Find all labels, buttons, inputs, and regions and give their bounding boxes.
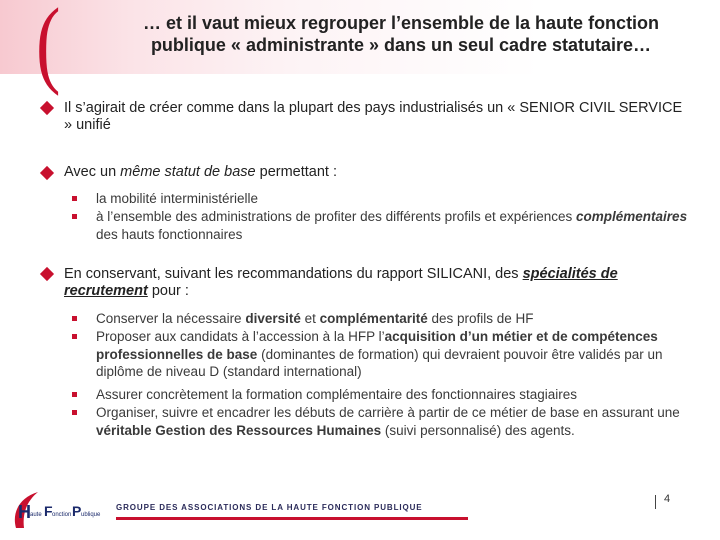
- page-number: 4: [664, 493, 671, 505]
- square-bullet-icon: [72, 316, 77, 321]
- bullet-2-text: Avec un même statut de base permettant :: [64, 164, 337, 180]
- svg-text:aute: aute: [30, 512, 42, 518]
- square-bullet-icon: [72, 392, 77, 397]
- svg-text:H: H: [18, 502, 31, 522]
- bullet-3-text: En conservant, suivant les recommandations du rapport SILICANI, des spécialités de recrutement pour :: [64, 266, 618, 299]
- svg-text:P: P: [72, 503, 82, 519]
- slide-title-line-1: … et il vaut mieux regrouper l’ensemble de la haute fonction: [142, 13, 660, 33]
- svg-text:F: F: [44, 503, 53, 519]
- square-bullet-icon: [72, 334, 77, 339]
- slide-title-line-2: publique « administrante » dans un seul cadre statutaire…: [150, 35, 652, 55]
- title-parenthesis-decoration: (: [36, 0, 61, 97]
- emphasis-specialites: spécialités de recrutement: [64, 266, 618, 299]
- hfp-logo: [10, 484, 106, 534]
- svg-text:onction: onction: [52, 512, 72, 518]
- footer-organization: GROUPE DES ASSOCIATIONS DE LA HAUTE FONCTION PUBLIQUE: [116, 503, 423, 512]
- page-number-separator: [655, 495, 656, 509]
- diamond-bullet-icon: [40, 267, 54, 281]
- emphasis-statut: même statut de base: [120, 164, 256, 180]
- footer-divider: [116, 517, 468, 520]
- square-bullet-icon: [72, 196, 77, 201]
- sub-bullet-2-1-text: la mobilité interministérielle: [96, 191, 259, 206]
- slide-title: [96, 12, 706, 56]
- diamond-bullet-icon: [40, 101, 54, 115]
- sub-bullet-3-2-text: Proposer aux candidats à l’accession à la HFP l’acquisition d’un métier et de compétences professionnelles de base (dominantes de formation) qui devraient pouvoir être validés par un diplôme de niveau D (standard international): [96, 329, 663, 379]
- sub-bullet-3-1-text: Conserver la nécessaire diversité et complémentarité des profils de HF: [96, 311, 534, 326]
- bullet-1-text: Il s’agirait de créer comme dans la plupart des pays industrialisés un « SENIOR CIVIL SERVICE » unifié: [64, 100, 683, 133]
- square-bullet-icon: [72, 410, 77, 415]
- diamond-bullet-icon: [40, 166, 54, 180]
- svg-text:ublique: ublique: [81, 512, 101, 518]
- sub-bullet-2-2-text: à l’ensemble des administrations de profiter des différents profils et expériences complémentaires des hauts fonctionnaires: [96, 209, 688, 242]
- sub-bullet-3-4-text: Organiser, suivre et encadrer les débuts de carrière à partir de ce métier de base en assurant une véritable Gestion des Ressources Humaines (suivi personnalisé) des agents.: [96, 405, 680, 438]
- square-bullet-icon: [72, 214, 77, 219]
- sub-bullet-3-3-text: Assurer concrètement la formation complémentaire des fonctionnaires stagiaires: [96, 387, 577, 402]
